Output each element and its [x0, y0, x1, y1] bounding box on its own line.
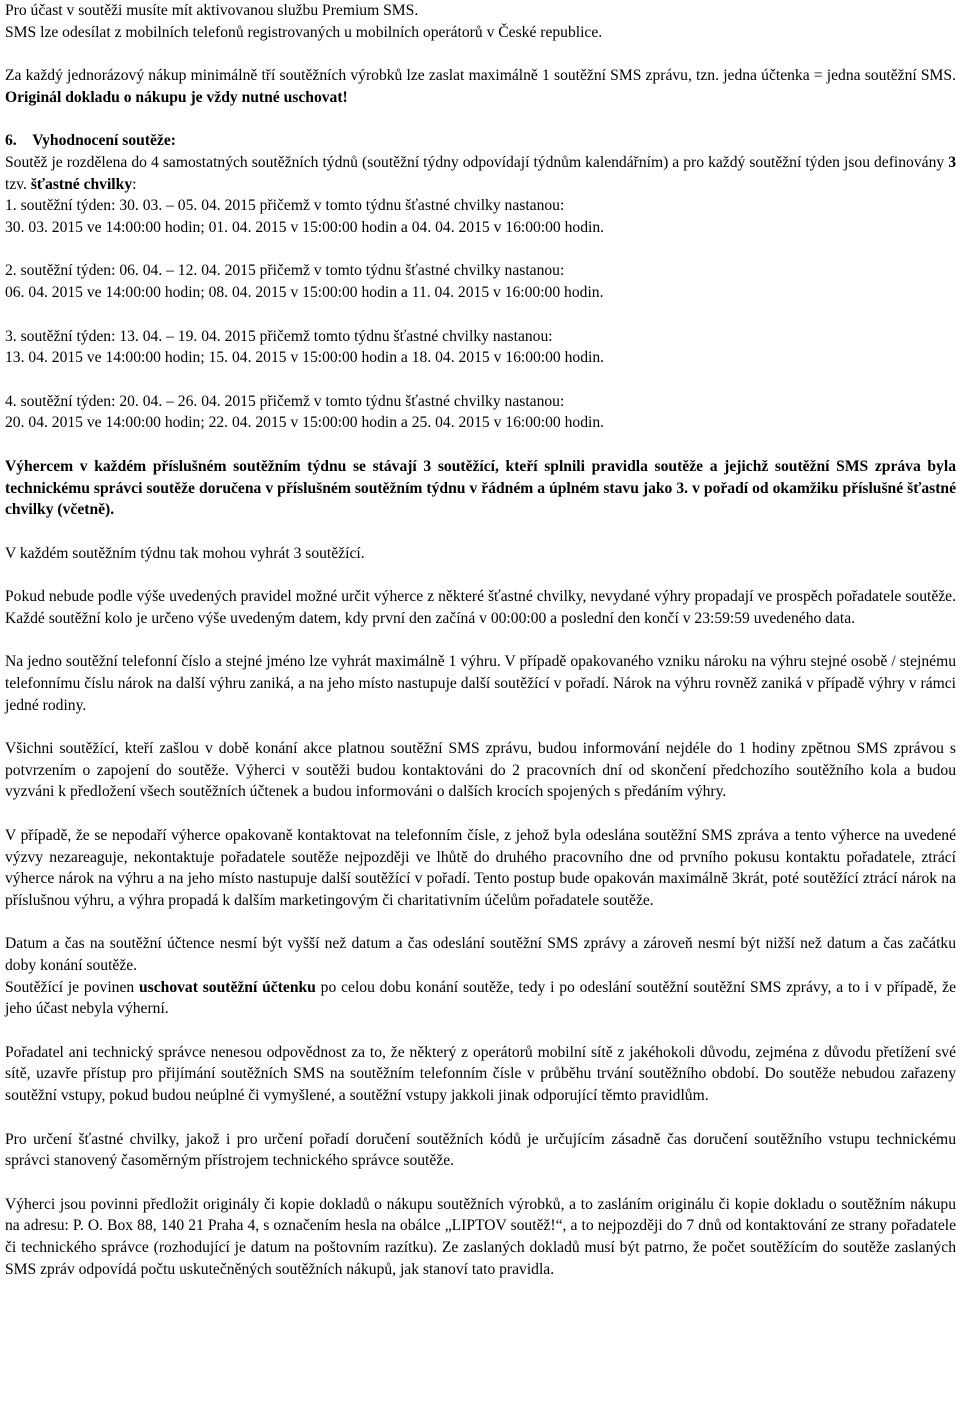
paragraph-proof-of-purchase: Výherci jsou povinni předložit originály či kopie dokladů o nákupu soutěžních výrobků, a to zasláním originálu či kopie dokladu o soutěžním nákupu na adresu: P. O. Box 88, 140 21 Praha 4, s označením hesla na obálce „LIPTOV soutěž!“, a to nejpozději do 7 dnů od kontaktování ze strany pořadatele či technického správce (rozhodující je datum na poštovním razítku). Ze zaslaných dokladů musí být patrno, že počet soutěžícím do soutěže zaslaných SMS zpráv odpovídá počtu uskutečněných soutěžních nákupů, jak stanoví tato pravidla. — [5, 1195, 956, 1278]
section-6-title: Vyhodnocení soutěže: — [32, 132, 176, 150]
section-6-intro — [5, 152, 956, 195]
paragraph-one-prize-limit: Na jedno soutěžní telefonní číslo a stejné jméno lze vyhrát maximálně 1 výhru. V případě opakovaného vzniku nároku na výhru stejné osobě / stejnému telefonnímu číslu nárok na další výhru zaniká, a na jeho místo nastupuje další soutěžící v pořadí. Nárok na výhru rovněž zaniká v případě výhry v rámci jedné rodiny. — [5, 653, 956, 714]
paragraph-receipt-date: Datum a čas na soutěžní účtence nesmí být vyšší než datum a čas odeslání soutěžní SMS zprávy a zároveň nesmí být nižší než datum a čas začátku doby konání soutěže. — [5, 935, 956, 974]
paragraph-contact-failure: V případě, že se nepodaří výherce opakovaně kontaktovat na telefonním čísle, z jehož byla odeslána soutěžní SMS zpráva a tento výherce na uvedené výzvy nezareaguje, nekontaktuje pořadatele soutěže nejpozději ve lhůtě do druhého pracovního dne od prvního pokusu kontaktu pořadatele, ztrácí výherce nárok na výhru a na jeho místo nastupuje další soutěžící v pořadí. Tento postup bude opakován maximálně 3krát, poté soutěžící ztrácí nárok na příslušnou výhru, a výhra propadá k dalším marketingovým či charitativním účelům pořadatele soutěže. — [5, 827, 956, 909]
paragraph-notification: Všichni soutěžící, kteří zašlou v době konání akce platnou soutěžní SMS zprávu, budou informování nejdéle do 1 hodiny zpětnou SMS zprávou s potvrzením o zapojení do soutěže. Výherci v soutěži budou kontaktováni do 2 pracovních dní od skončení předchozího soutěžního kola a budou vyzváni k předložení všech soutěžních účtenek a budou informováni o dalších krocích spojených s předáním výhry. — [5, 740, 956, 801]
winners-paragraph — [5, 456, 956, 521]
intro-line-2: SMS lze odesílat z mobilních telefonů registrovaných u mobilních operátorů v České republice. — [5, 23, 603, 41]
section-6-intro-term: šťastné chvilky — [30, 175, 133, 193]
week-2-line-2: 06. 04. 2015 ve 14:00:00 hodin; 08. 04. 2015 v 15:00:00 hodin a 11. 04. 2015 v 16:00:00 hodin. — [5, 283, 604, 301]
week-2-line-1: 2. soutěžní týden: 06. 04. – 12. 04. 2015 přičemž v tomto týdnu šťastné chvilky nastanou: — [5, 262, 565, 280]
section-6-intro-end: : — [132, 175, 137, 193]
intro-line-1: Pro účast v soutěži musíte mít aktivovanou službu Premium SMS. — [5, 2, 419, 19]
purchase-text: Za každý jednorázový nákup minimálně tří soutěžních výrobků lze zaslat maximálně 1 soutěžní SMS zprávu, tzn. jedna účtenka = jedna soutěžní SMS. — [5, 67, 956, 85]
paragraph-operator-liability: Pořadatel ani technický správce nenesou odpovědnost za to, že některý z operátorů mobilní sítě z jakéhokoli důvodu, zejména z důvodu přetížení své sítě, uzavře přístup pro přijímání soutěžních SMS na soutěžním telefonním čísle v průběhu trvání soutěžního období. Do soutěže nebudou zařazeny soutěžní vstupy, pokud budou neúplné či vymyšlené, a soutěžní vstupy jakkoli jinak odporující těmto pravidlům. — [5, 1043, 956, 1104]
week-4-line-2: 20. 04. 2015 ve 14:00:00 hodin; 22. 04. 2015 v 15:00:00 hodin a 25. 04. 2015 v 16:00:00 hodin. — [5, 414, 605, 432]
purchase-bold-note: Originál dokladu o nákupu je vždy nutné uschovat! — [5, 88, 348, 106]
paragraph-timing: Pro určení šťastné chvilky, jakož i pro určení pořadí doručení soutěžních kódů je určujícím zásadně čas doručení soutěžního vstupu technickému správci stanovený časoměrným přístrojem technického správce soutěže. — [5, 1130, 956, 1170]
keep-receipt-text-b: po celou dobu konání soutěže, tedy i po odeslání soutěžní soutěžní SMS zprávy, a to i v případě, že jeho účast nebyla výherní. — [5, 978, 956, 1018]
week-3-line-2: 13. 04. 2015 ve 14:00:00 hodin; 15. 04. 2015 v 15:00:00 hodin a 18. 04. 2015 v 16:00:00 hodin. — [5, 349, 605, 367]
keep-receipt-bold: uschovat soutěžní účtenku — [138, 978, 316, 996]
winners-bold-text: Výhercem v každém příslušném soutěžním týdnu se stávají 3 soutěžící, kteří splnili pravidla soutěže a jejichž soutěžní SMS zpráva byla technickému správci soutěže doručena v příslušném soutěžním týdnu v řádném a úplném stavu jako 3. v pořadí od okamžiku příslušné šťastné chvilky (včetně). — [5, 457, 956, 519]
week-4-line-1: 4. soutěžní týden: 20. 04. – 26. 04. 2015 přičemž v tomto týdnu šťastné chvilky nastanou: — [5, 392, 565, 410]
section-6-number: 6. — [5, 132, 17, 150]
week-1-line-1: 1. soutěžní týden: 30. 03. – 05. 04. 2015 přičemž v tomto týdnu šťastné chvilky nastanou: — [5, 197, 565, 215]
paragraph-keep-receipt — [5, 977, 956, 1020]
keep-receipt-text-a: Soutěžící je povinen — [5, 978, 139, 996]
purchase-paragraph — [5, 65, 956, 108]
section-6-intro-text: Soutěž je rozdělena do 4 samostatných soutěžních týdnů (soutěžní týdny odpovídají týdnům kalendářním) a pro každý soutěžní týden jsou definovány — [5, 153, 949, 171]
section-6-intro-mid: tzv. — [5, 175, 31, 193]
paragraph-winners-count: V každém soutěžním týdnu tak mohou vyhrát 3 soutěžící. — [5, 544, 365, 562]
paragraph-unclaimed-prizes: Pokud nebude podle výše uvedených pravidel možné určit výherce z některé šťastné chvilky, nevydané výhry propadají ve prospěch pořadatele soutěže. Každé soutěžní kolo je určeno výše uvedeným datem, kdy první den začíná v 00:00:00 a poslední den končí v 23:59:59 uvedeného data. — [5, 588, 956, 627]
week-1-line-2: 30. 03. 2015 ve 14:00:00 hodin; 01. 04. 2015 v 15:00:00 hodin a 04. 04. 2015 v 16:00:00 hodin. — [5, 218, 605, 236]
week-3-line-1: 3. soutěžní týden: 13. 04. – 19. 04. 2015 přičemž tomto týdnu šťastné chvilky nastanou: — [5, 327, 553, 345]
section-6-heading — [5, 130, 956, 152]
section-6-intro-count: 3 — [948, 153, 956, 171]
